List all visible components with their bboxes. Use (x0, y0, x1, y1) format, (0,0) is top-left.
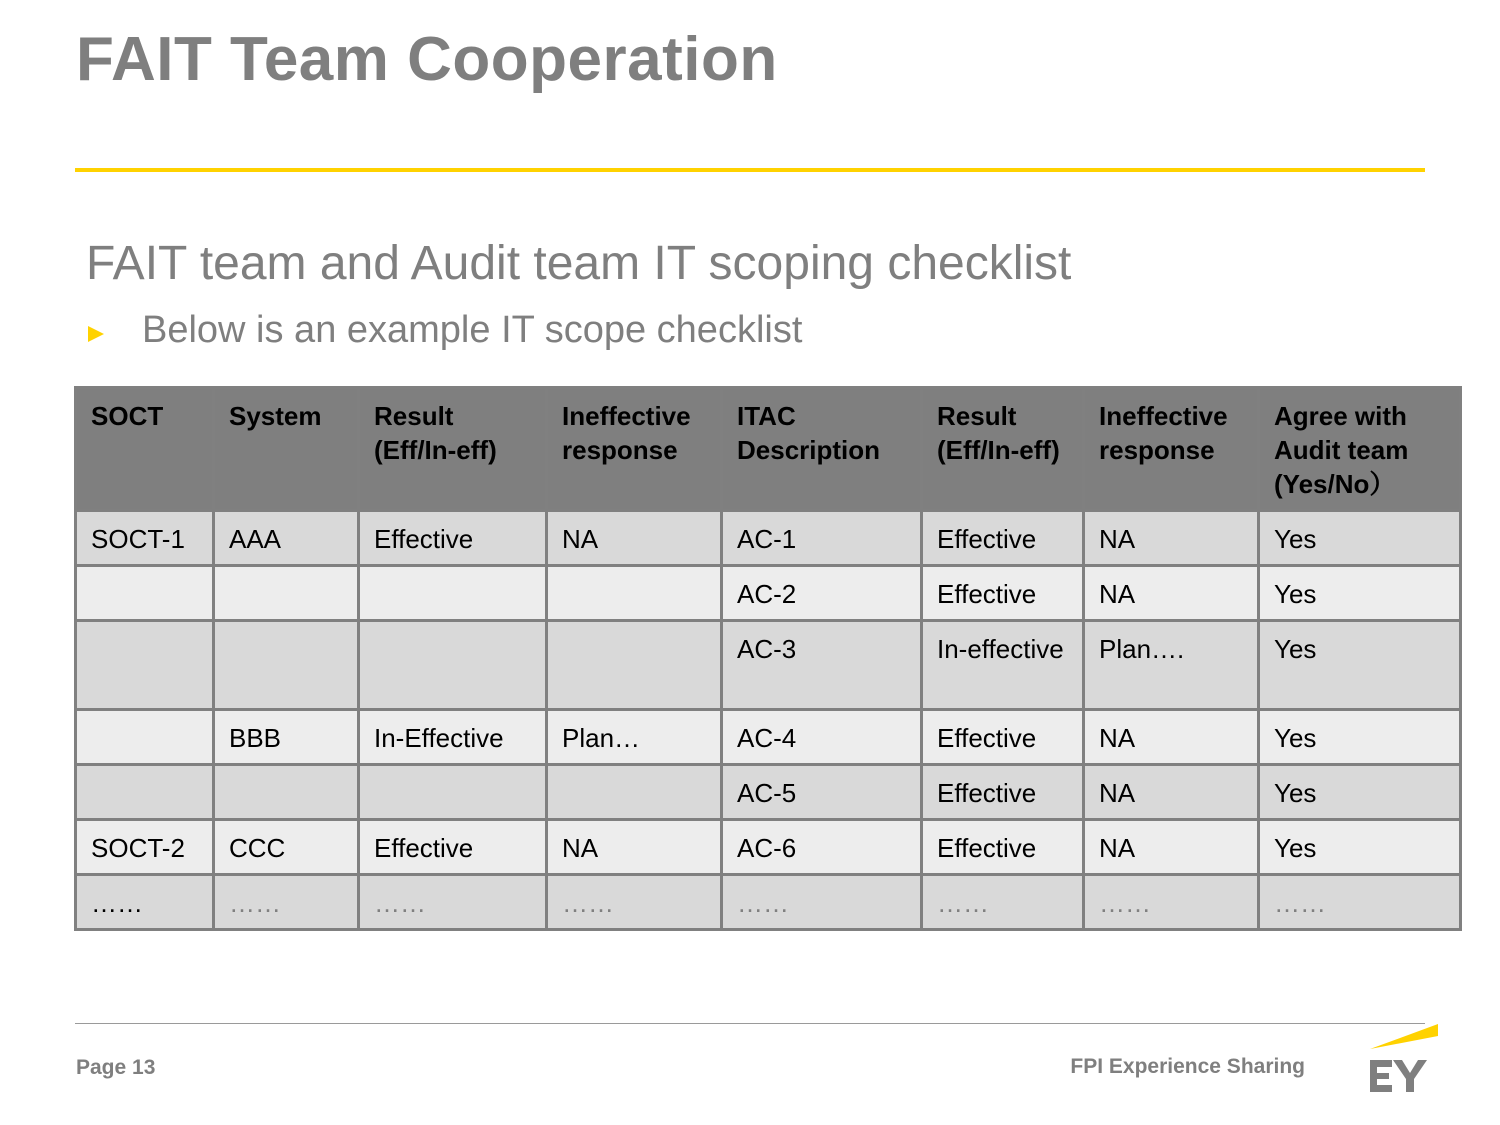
table-cell: Plan… (547, 710, 722, 765)
title-underline (75, 168, 1425, 172)
header-soct: SOCT (76, 388, 214, 511)
table-row (76, 820, 1461, 875)
table-cell (359, 566, 547, 621)
table-cell (547, 621, 722, 710)
table-cell (359, 765, 547, 820)
table-cell: Effective (922, 765, 1084, 820)
table-cell: AC-6 (722, 820, 922, 875)
table-cell: …… (359, 875, 547, 930)
table-cell (76, 621, 214, 710)
table-cell: AAA (214, 511, 359, 566)
ey-logo-icon (1366, 1022, 1440, 1094)
table-cell: In-Effective (359, 710, 547, 765)
slide-subtitle: FAIT team and Audit team IT scoping checklist (86, 237, 1072, 290)
page-number: Page 13 (76, 1056, 156, 1079)
table-cell: AC-5 (722, 765, 922, 820)
table-cell: AC-2 (722, 566, 922, 621)
table-cell: NA (1084, 820, 1259, 875)
header-itac-ineffective-response: Ineffective response (1084, 388, 1259, 511)
table-cell (214, 621, 359, 710)
header-result: Result (Eff/In-eff) (359, 388, 547, 511)
table-cell: …… (1084, 875, 1259, 930)
table-row (76, 765, 1461, 820)
table-cell: Effective (922, 820, 1084, 875)
header-ineffective-response: Ineffective response (547, 388, 722, 511)
table-cell (214, 765, 359, 820)
table-cell: NA (1084, 765, 1259, 820)
table-row (76, 875, 1461, 930)
table-cell: …… (922, 875, 1084, 930)
table-cell: Yes (1259, 621, 1461, 710)
table-cell: NA (1084, 710, 1259, 765)
table-cell: SOCT-2 (76, 820, 214, 875)
header-agree-with-audit: Agree with Audit team (Yes/No） (1259, 388, 1461, 511)
slide-title: FAIT Team Cooperation (76, 25, 778, 94)
table-cell: AC-3 (722, 621, 922, 710)
table-cell: Effective (922, 710, 1084, 765)
table-cell (547, 566, 722, 621)
table-cell (547, 765, 722, 820)
bullet-arrow-icon (88, 326, 104, 342)
table-cell (76, 566, 214, 621)
table-cell: AC-1 (722, 511, 922, 566)
table-cell: Yes (1259, 511, 1461, 566)
table-cell (76, 765, 214, 820)
table-cell (359, 621, 547, 710)
table-cell: Yes (1259, 820, 1461, 875)
footer-label: FPI Experience Sharing (1070, 1055, 1305, 1078)
table-cell: BBB (214, 710, 359, 765)
bullet-text: Below is an example IT scope checklist (142, 308, 803, 351)
table-cell: …… (547, 875, 722, 930)
table-cell: Yes (1259, 566, 1461, 621)
table-cell: CCC (214, 820, 359, 875)
it-scope-checklist-table (74, 386, 1462, 931)
table-cell: …… (214, 875, 359, 930)
table-cell: Yes (1259, 765, 1461, 820)
header-itac-result: Result (Eff/In-eff) (922, 388, 1084, 511)
table-cell: Effective (359, 511, 547, 566)
header-system: System (214, 388, 359, 511)
table-row (76, 621, 1461, 710)
bullet-item (88, 308, 802, 352)
table-cell: Effective (922, 566, 1084, 621)
table-cell: Effective (359, 820, 547, 875)
table-cell: …… (76, 875, 214, 930)
table-row (76, 566, 1461, 621)
table-cell: NA (547, 511, 722, 566)
table-cell: …… (1259, 875, 1461, 930)
table-cell: SOCT-1 (76, 511, 214, 566)
table-cell: Plan…. (1084, 621, 1259, 710)
table-row (76, 511, 1461, 566)
table-cell (76, 710, 214, 765)
table-cell: …… (722, 875, 922, 930)
table-row (76, 710, 1461, 765)
header-itac-description: ITAC Description (722, 388, 922, 511)
table-header-row (76, 388, 1461, 511)
table-cell: NA (547, 820, 722, 875)
table-cell: Yes (1259, 710, 1461, 765)
table-cell: NA (1084, 566, 1259, 621)
table-cell: Effective (922, 511, 1084, 566)
table-cell (214, 566, 359, 621)
footer-divider (75, 1023, 1425, 1024)
table-cell: In-effective (922, 621, 1084, 710)
table-cell: NA (1084, 511, 1259, 566)
table-cell: AC-4 (722, 710, 922, 765)
